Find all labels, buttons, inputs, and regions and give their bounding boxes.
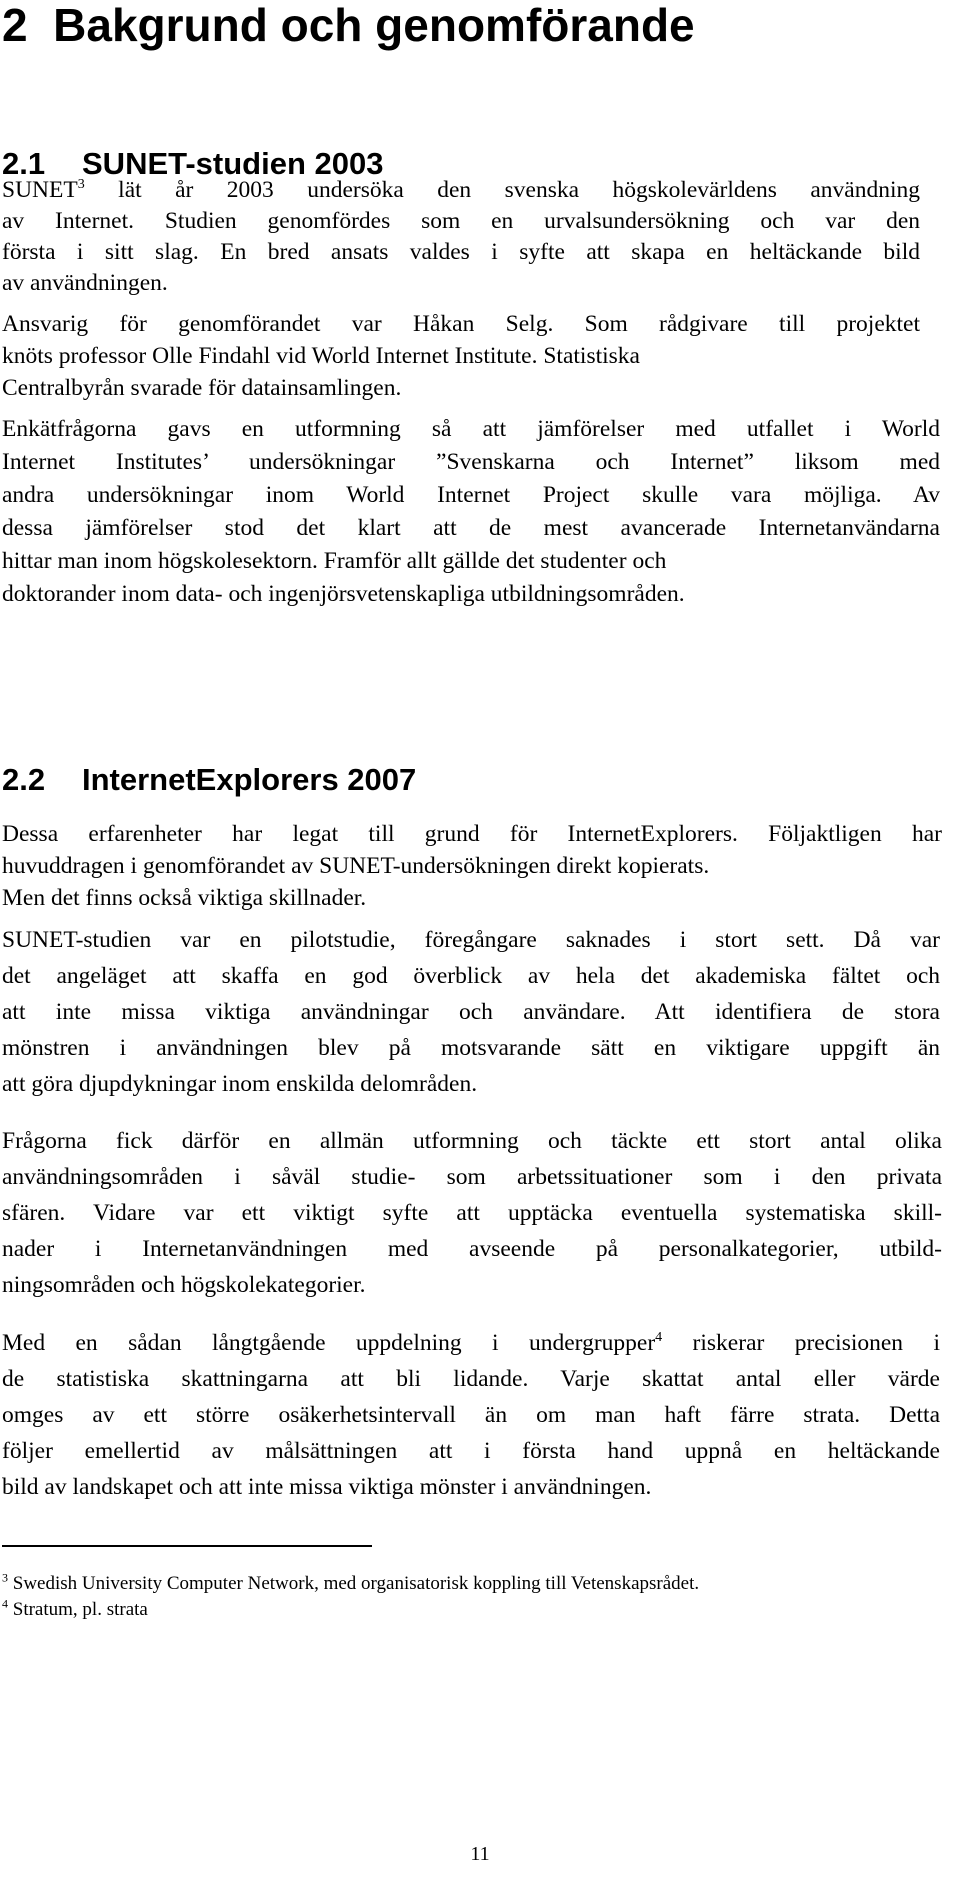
footnote-text: Stratum, pl. strata xyxy=(8,1599,148,1620)
chapter-number: 2 xyxy=(2,0,28,51)
paragraph-responsible: Ansvarig för genomförandet var Håkan Selg. Som rådgivare till projektet knöts professor Olle Findahl vid World Internet Institute. Statistiska Centralbyrån svarade för datainsamlingen. xyxy=(2,311,920,401)
footnote-mark: 3 xyxy=(2,1570,8,1585)
chapter-heading xyxy=(2,0,695,50)
section-number: 2.1 xyxy=(2,146,46,181)
footnote-4 xyxy=(2,1597,148,1623)
page-number: 11 xyxy=(470,1843,490,1865)
footnote-mark: 4 xyxy=(2,1596,8,1611)
paragraph-questions: Frågorna fick därför en allmän utformning och täckte ett stort antal olika användningsområden i såväl studie- som arbetssituationer som i den privata sfären. Vidare var ett viktigt syfte att upptäcka eventuella systematiska skill- nader i Internetanvändningen med avseende på personalkategorier, utbild- ningsområden och högskolekategorier. xyxy=(2,1128,942,1298)
section-number: 2.2 xyxy=(2,762,46,797)
footnote-3 xyxy=(2,1571,699,1597)
section-title: InternetExplorers 2007 xyxy=(82,762,417,797)
chapter-title: Bakgrund och genomförande xyxy=(53,0,695,51)
footnote-text: Swedish University Computer Network, med organisatorisk koppling till Vetenskapsrådet. xyxy=(8,1573,700,1594)
paragraph-pilot-study: SUNET-studien var en pilotstudie, föregångare saknades i stort sett. Då var det angeläget att skaffa en god överblick av hela det akademiska fältet och att inte missa viktiga användningar och användare. Att identifiera de stora mönstren i användningen blev på motsvarande sätt en viktigare uppgift än att göra djupdykningar inom enskilda delområden. xyxy=(2,927,940,1097)
footnote-ref-3: 3 xyxy=(77,177,85,193)
paragraph-sunet-intro: SUNET$^3$ lät år 2003 undersöka den svenska högskolevärldens användning av Internet. Studien genomfördes som en urvalsundersökning och var den första i sitt slag. En bred ansats valdes i syfte att skapa en heltäckande bild av användningen. xyxy=(2,177,920,296)
section-title: SUNET-studien 2003 xyxy=(82,146,384,181)
paragraph-questionnaire: Enkätfrågorna gavs en utformning så att jämförelser med utfallet i World Internet Institutes’ undersökningar ”Svenskarna och Internet” liksom med andra undersökningar inom World Internet Project skulle vara möjliga. Av dessa jämförelser stod det klart att de mest avancerade Internetanvändarna hittar man inom högskolesektorn. Framför allt gällde det studenter och doktorander inom data- och ingenjörsvetenskapliga utbildningsområden. xyxy=(2,416,940,607)
footnote-separator xyxy=(2,1545,372,1547)
section-heading-2-2 xyxy=(2,762,416,798)
footnote-ref-4: 4 xyxy=(655,1330,663,1346)
paragraph-experiences: Dessa erfarenheter har legat till grund för InternetExplorers. Följaktligen har huvuddragen i genomförandet av SUNET-undersökningen direkt kopierats. Men det finns också viktiga skillnader. xyxy=(2,821,942,911)
paragraph-subgroups: Med en sådan långtgående uppdelning i undergrupper$^4$ riskerar precisionen i de statistiska skattningarna att bli lidande. Varje skattat antal eller värde omges av ett större osäkerhetsintervall än om man haft färre strata. Detta följer emellertid av målsättningen att i första hand uppnå en heltäckande bild av landskapet och att inte missa viktiga mönster i användningen. xyxy=(2,1330,940,1500)
